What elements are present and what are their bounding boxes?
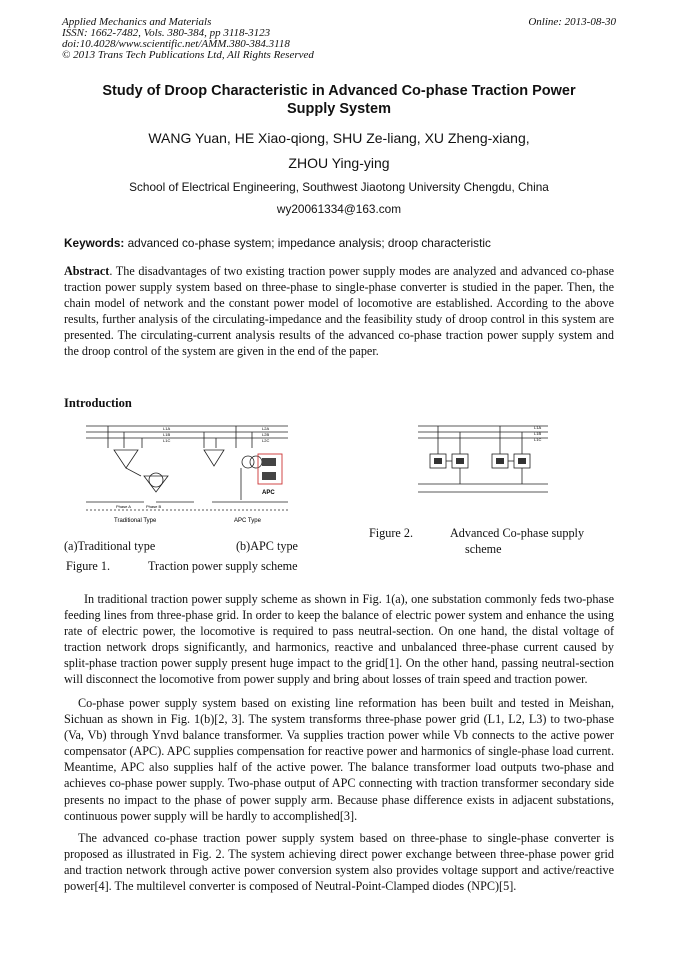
figure-2-caption-text-1: Advanced Co-phase supply — [450, 526, 585, 540]
body-paragraph-3: The advanced co-phase traction power supply system based on three-phase to single-phase converter is proposed as illustrated in Fig. 2. The system achieving direct power exchange between three-phase power grid and traction network through active power conversion system also provides voltage support and active/reactive power[4]. The multilevel converter is composed of Neutral-Point-Clamped diodes (NPC)[5]. — [64, 831, 614, 894]
figure-1-caption-number: Figure 1. — [66, 559, 111, 573]
body-paragraph-1: In traditional traction power supply scheme as shown in Fig. 1(a), one substation commonly feds two-phase feeding lines from three-phase grid. In order to keep the balance of electric power system and enhance the using rate of electric power, the locomotive is required to pass neutral-section. On one hand, the distal voltage of traction network drops significantly, and harmonics, reactive and unbalanced three-phase current caused by split-phase traction power supply present huge impact to the grid[1]. On the other hand, passing neutral-section will disconnect the locomotive from power supply and bring about losses of train speed and traction power. — [64, 592, 614, 687]
affiliation: School of Electrical Engineering, Southwest Jiaotong University Chengdu, China — [129, 180, 549, 194]
fig1-line-label-2: L1B — [163, 432, 171, 437]
issn-line: ISSN: 1662-7482, Vols. 380-384, pp 3118-3123 — [62, 27, 271, 39]
fig1-line-label-4: L2A — [262, 426, 270, 431]
figure-1-diagram — [86, 420, 288, 532]
svg-text:L2A — [262, 426, 269, 431]
authors-line-1: WANG Yuan, HE Xiao-qiong, SHU Ze-liang, XU Zheng-xiang, — [148, 130, 530, 146]
abstract — [64, 263, 614, 360]
fig2-line-label-2: L1B — [534, 431, 542, 436]
svg-text:L1C — [534, 437, 541, 442]
copyright-line: © 2013 Trans Tech Publications Ltd, All Rights Reserved — [62, 49, 314, 61]
fig2-line-label-3: L1C — [534, 437, 542, 442]
fig1-line-label-3: L1C — [163, 438, 171, 443]
body-paragraph-2: Co-phase power supply system based on existing line reformation has been built and tested in Meishan, Sichuan as shown in Fig. 1(b)[2, 3]. The system transforms three-phase power grid (L1, L2, L3) to two-phase (Va, Vb) through Ynvd balance transformer. Va supplies traction power while Vb connects to the active power compensator (APC). APC supplies compensation for reactive power and harmonics of single-phase load current. Meantime, APC also supplies half of the active power. The balance transformer load outputs two-phase and achieves co-phase power supply. Two-phase output of APC connecting with traction transformer secondary side presents no impact to the phase of power supply arm. Because phase difference exists in adjacent substations, continuous power supply will be hardly to accomplished[3]. — [64, 696, 614, 823]
fig1-phase-a: Phase A — [116, 504, 131, 509]
authors-line-2: ZHOU Ying-ying — [288, 155, 390, 171]
keywords-label: Keywords: — [64, 236, 125, 250]
fig1-line-label-5: L2B — [262, 432, 270, 437]
keywords — [64, 236, 491, 250]
author-email: wy20061334@163.com — [276, 202, 402, 216]
fig1-apc-type: APC Type — [234, 518, 261, 524]
figure-2-caption-number: Figure 2. — [369, 526, 414, 540]
doi-line: doi:10.4028/www.scientific.net/AMM.380-384.3118 — [62, 38, 290, 50]
fig1-apc-label: APC — [262, 490, 275, 496]
figure-1b-label: (b)APC type — [236, 539, 298, 553]
introduction-heading: Introduction — [64, 396, 132, 410]
svg-text:L1A — [163, 426, 170, 431]
svg-text:L2B — [262, 432, 269, 437]
figure-2-caption-text-2: scheme — [465, 542, 502, 556]
abstract-label: Abstract — [64, 264, 110, 278]
svg-text:L1A — [534, 425, 541, 430]
keywords-text: advanced co-phase system; impedance analysis; droop characteristic — [127, 236, 491, 250]
fig2-line-label-1: L1A — [534, 425, 542, 430]
fig1-traditional-type: Traditional Type — [114, 518, 157, 524]
journal-name: Applied Mechanics and Materials — [62, 16, 212, 28]
online-date: Online: 2013-08-30 — [528, 16, 616, 28]
fig1-line-label-1: L1A — [163, 426, 171, 431]
svg-text:L1C — [163, 438, 170, 443]
figure-1a-label: (a)Traditional type — [64, 539, 156, 553]
paper-title-line-2: Supply System — [287, 101, 391, 117]
paper-title-line-1: Study of Droop Characteristic in Advanced Co-phase Traction Power — [102, 83, 576, 99]
figure-2-diagram — [418, 420, 548, 510]
abstract-text: . The disadvantages of two existing traction power supply modes are analyzed and advanced co-phase traction power supply system based on three-phase to single-phase converter is studied in the paper. Then, the chain model of network and the constant power model of locomotive are established. According to the above results, further analysis of the circulating-impedance and the feasibility study of droop control in this system are presented. The circulating-current analysis results of the advanced co-phase traction power supply system and the droop control of the system are given in the end of the paper. — [64, 264, 614, 359]
svg-text:L1B — [534, 431, 541, 436]
figure-1-caption-text: Traction power supply scheme — [148, 559, 298, 573]
fig1-line-label-6: L2C — [262, 438, 270, 443]
fig1-phase-b: Phase B — [146, 504, 162, 509]
svg-text:L1B — [163, 432, 170, 437]
svg-text:L2C — [262, 438, 269, 443]
